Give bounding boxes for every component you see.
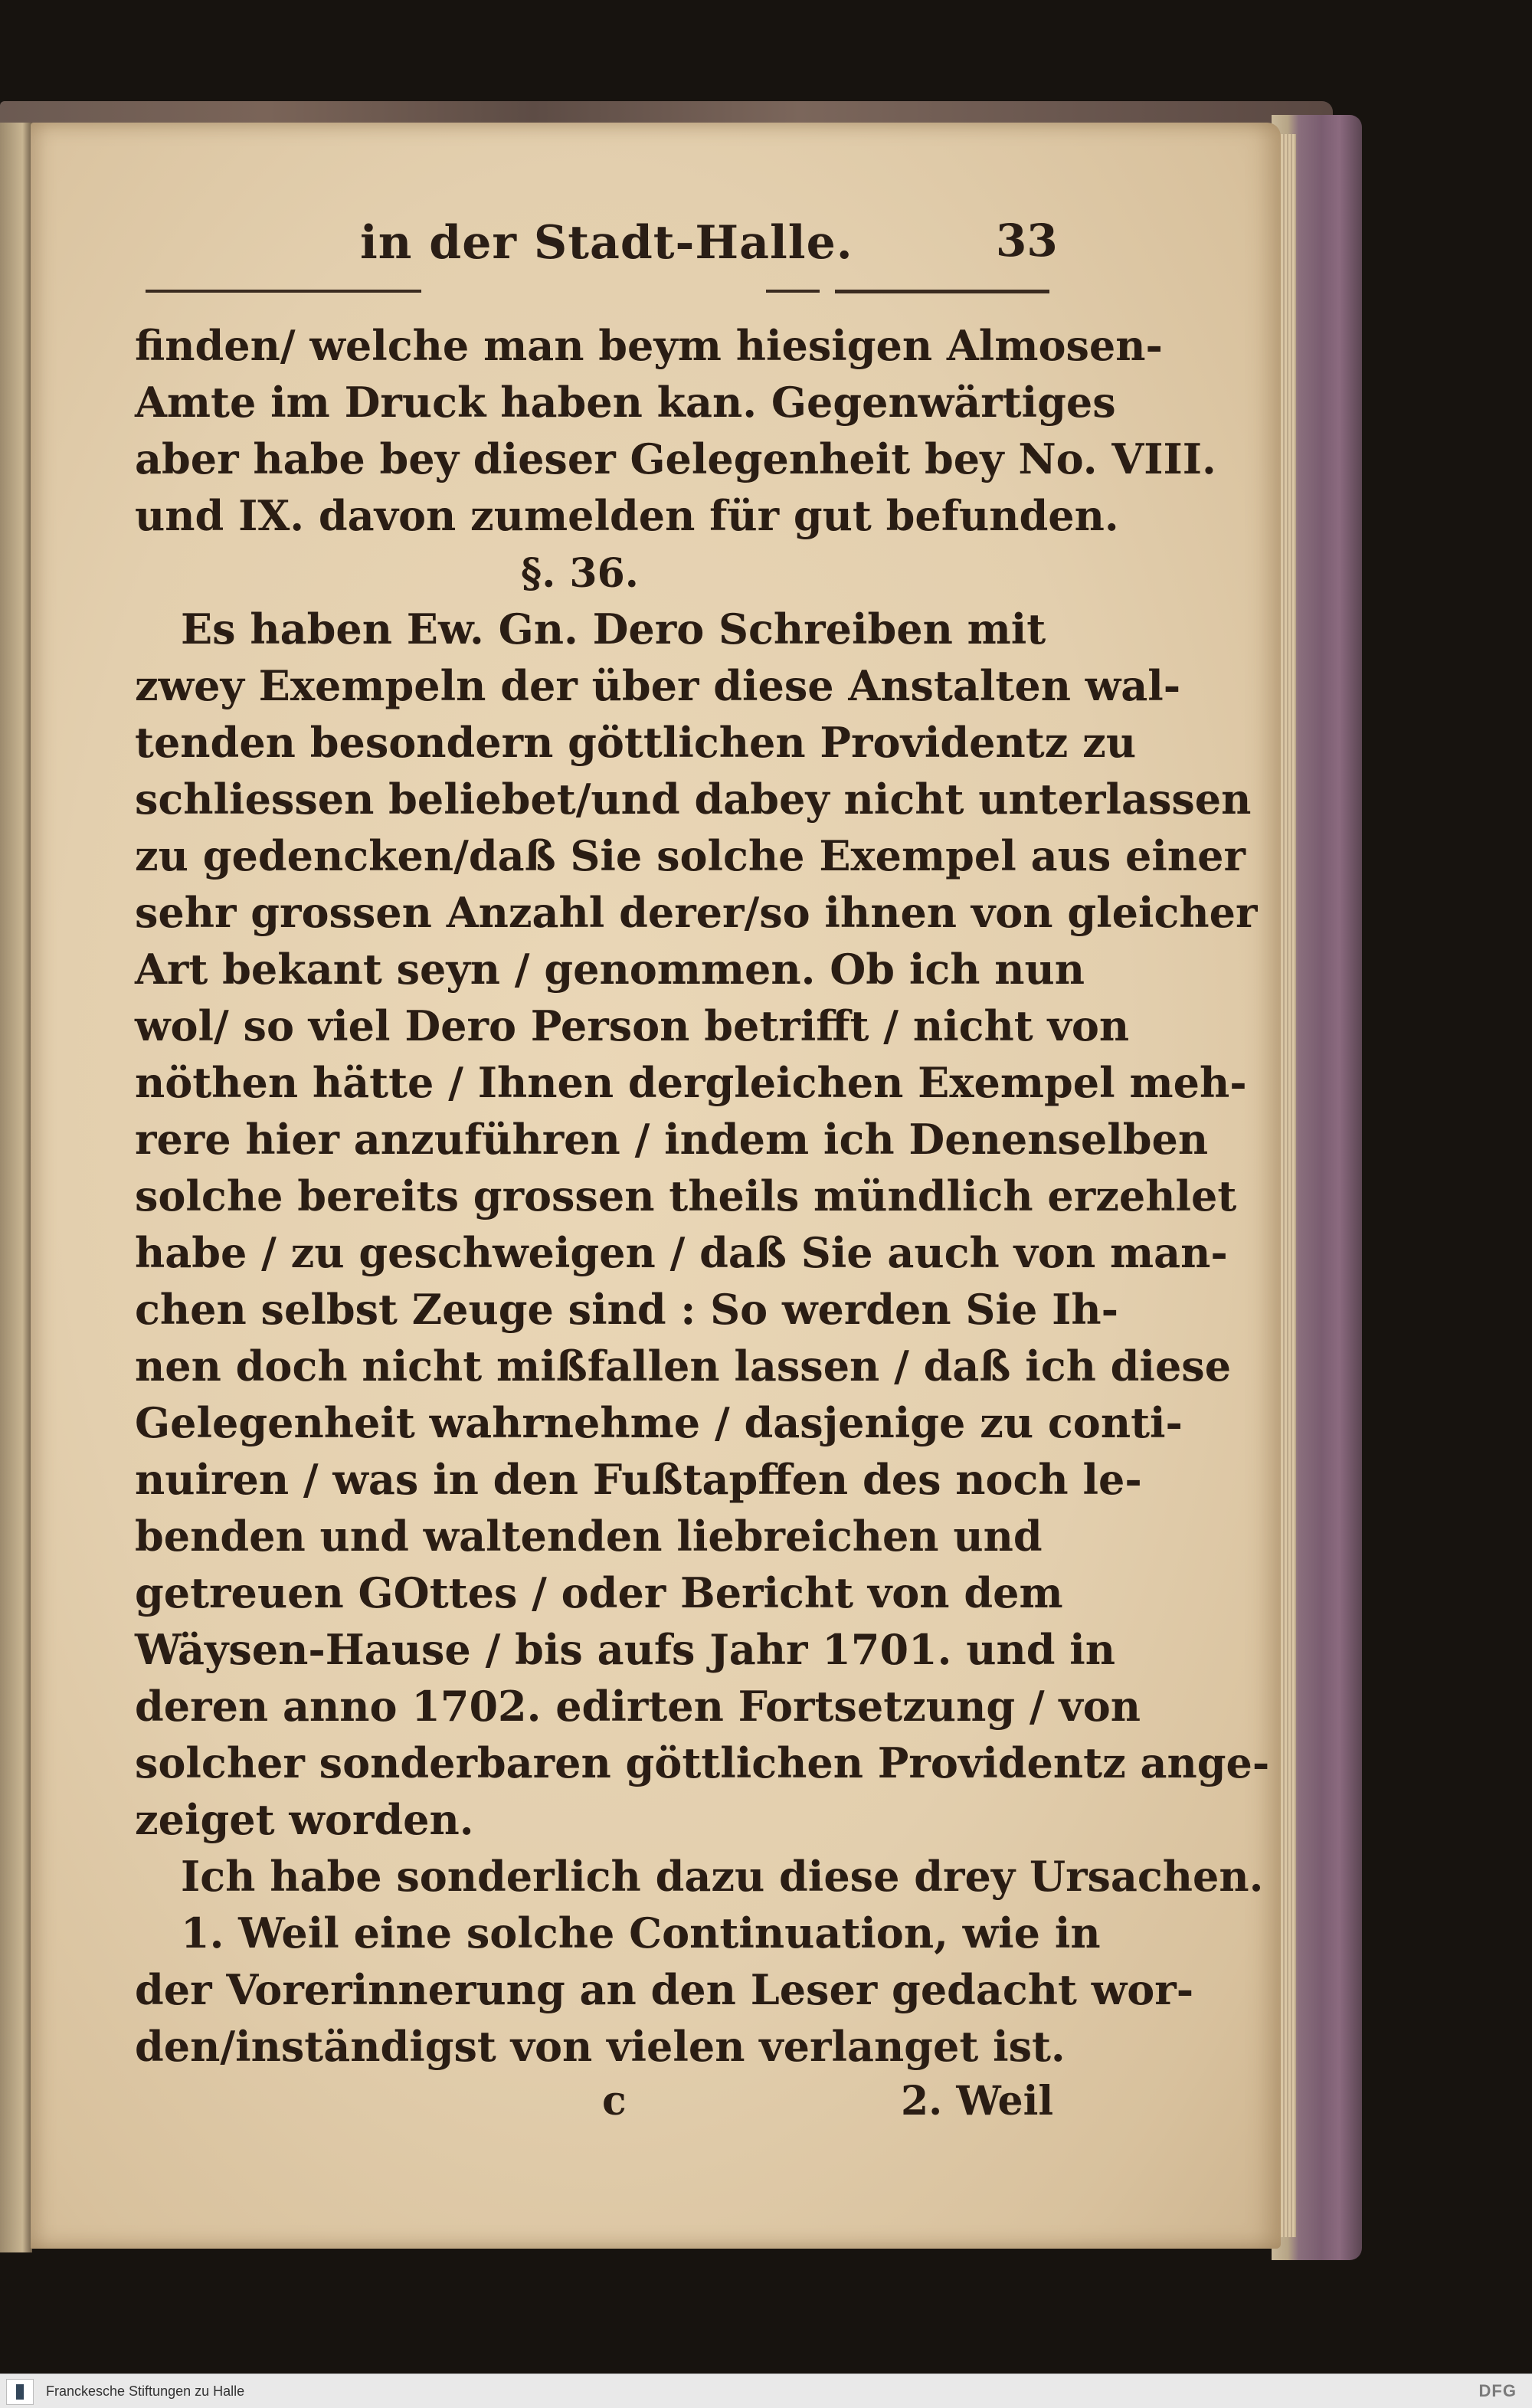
text-line: solche bereits grossen theils mündlich erzehlet	[135, 1171, 1237, 1220]
institution-name: Franckesche Stiftungen zu Halle	[46, 2383, 245, 2399]
text-line: zwey Exempeln der über diese Anstalten wal-	[135, 661, 1181, 710]
text-line: Art bekant seyn / genommen. Ob ich nun	[135, 945, 1085, 994]
text-line: schliessen beliebet/und dabey nicht unterlassen	[135, 775, 1252, 824]
signature-mark: c	[602, 2078, 627, 2125]
text-line: den/inständigst von vielen verlanget ist.	[135, 2022, 1066, 2071]
funder-logo: DFG	[1478, 2381, 1517, 2400]
catchword: 2. Weil	[901, 2078, 1054, 2125]
text-line: zu gedencken/daß Sie solche Exempel aus einer	[135, 831, 1246, 880]
text-line: nöthen hätte / Ihnen dergleichen Exempel meh-	[135, 1058, 1247, 1107]
viewer-footer	[0, 2374, 1532, 2408]
text-line: nuiren / was in den Fußtapffen des noch le-	[135, 1455, 1142, 1504]
text-line: aber habe bey dieser Gelegenheit bey No. VIII.	[135, 434, 1216, 483]
text-line: tenden besondern göttlichen Providentz zu	[135, 718, 1137, 767]
section-mark: §. 36.	[521, 550, 639, 597]
text-line: solcher sonderbaren göttlichen Providentz ange-	[135, 1738, 1270, 1787]
facing-page-edge	[0, 123, 32, 2252]
head-rule	[835, 290, 1049, 293]
text-line: und IX. davon zumelden für gut befunden.	[135, 491, 1119, 540]
institution-logo-icon	[6, 2379, 34, 2405]
text-line: sehr grossen Anzahl derer/so ihnen von gleicher	[135, 888, 1258, 937]
text-line: Amte im Druck haben kan. Gegenwärtiges	[135, 378, 1116, 427]
text-line: der Vorerinnerung an den Leser gedacht wor-	[135, 1965, 1194, 2014]
text-line: finden/ welche man beym hiesigen Almosen-	[135, 321, 1163, 370]
text-line: wol/ so viel Dero Person betrifft / nicht von	[135, 1001, 1130, 1050]
text-line: 1. Weil eine solche Continuation, wie in	[181, 1908, 1101, 1958]
text-line: habe / zu geschweigen / daß Sie auch von man-	[135, 1228, 1228, 1277]
text-line: Es haben Ew. Gn. Dero Schreiben mit	[181, 604, 1046, 654]
text-line: zeiget worden.	[135, 1795, 474, 1844]
running-head: in der Stadt-Halle.	[360, 216, 853, 270]
text-line: rere hier anzuführen / indem ich Denenselben	[135, 1115, 1209, 1164]
text-line: Gelegenheit wahrnehme / dasjenige zu conti-	[135, 1398, 1183, 1447]
head-rule	[766, 290, 820, 293]
text-line: getreuen GOttes / oder Bericht von dem	[135, 1568, 1063, 1617]
page-edges	[1281, 134, 1296, 2237]
page-number: 33	[996, 215, 1058, 267]
text-line: deren anno 1702. edirten Fortsetzung / von	[135, 1682, 1141, 1731]
head-rule	[146, 290, 421, 293]
text-line: Wäysen-Hause / bis aufs Jahr 1701. und in	[135, 1625, 1116, 1674]
text-line: benden und waltenden liebreichen und	[135, 1512, 1043, 1561]
text-line: nen doch nicht mißfallen lassen / daß ich diese	[135, 1342, 1232, 1391]
text-line: Ich habe sonderlich dazu diese drey Ursachen.	[181, 1852, 1264, 1901]
text-line: chen selbst Zeuge sind : So werden Sie Ih-	[135, 1285, 1119, 1334]
